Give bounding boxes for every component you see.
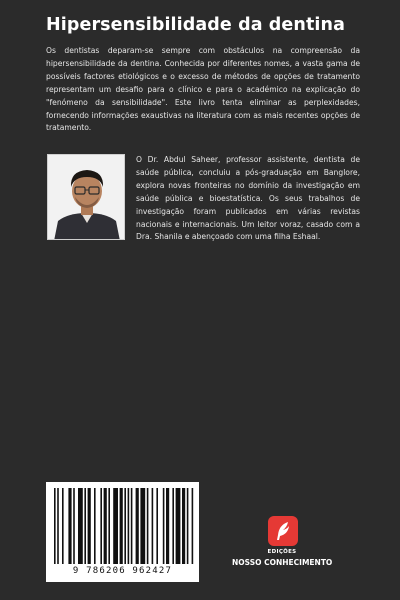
barcode-bar: [131, 488, 133, 564]
isbn-number: 9 786206 962427: [72, 566, 173, 576]
barcode-bar: [166, 488, 169, 564]
barcode-bar: [182, 488, 185, 564]
isbn-barcode: [46, 482, 199, 582]
barcode-bar: [163, 488, 165, 564]
author-biography: O Dr. Abdul Saheer, professor assistente, dentista de saúde pública, concluiu a pós-graduação em Banglore, explora novas fronteiras no domínio da investigação em saúde pública e bioestatística. Os seus trabalhos de investigação foram publicados em várias revistas nacionais e internacionais. Um leitor voraz, casado com a Dra. Shanila e abençoado com uma filha Eshaal.: [136, 155, 360, 242]
barcode-bar: [84, 488, 86, 564]
barcode-bars: [46, 482, 199, 566]
barcode-bar: [113, 488, 118, 564]
author-photo: [47, 154, 125, 240]
barcode-bar: [124, 488, 126, 564]
barcode-bar: [100, 488, 102, 564]
barcode-bar: [73, 488, 75, 564]
book-title: Hipersensibilidade da dentina: [46, 15, 345, 35]
barcode-bar: [172, 488, 174, 564]
barcode-bar: [88, 488, 91, 564]
publisher-label-editions: EDIÇÕES: [267, 549, 297, 555]
barcode-bar: [152, 488, 154, 564]
barcode-bar: [104, 488, 107, 564]
barcode-bar: [54, 488, 56, 564]
barcode-bar: [120, 488, 123, 564]
barcode-bar: [57, 488, 59, 564]
barcode-bar: [78, 488, 83, 564]
barcode-bar: [176, 488, 181, 564]
barcode-bar: [128, 488, 130, 564]
barcode-bar: [136, 488, 139, 564]
author-portrait-image: [48, 155, 125, 240]
publisher-name: NOSSO CONHECIMENTO: [232, 558, 333, 567]
barcode-bar: [94, 488, 96, 564]
barcode-bar: [62, 488, 64, 564]
barcode-bar: [187, 488, 189, 564]
barcode-bar: [140, 488, 145, 564]
barcode-bar: [192, 488, 194, 564]
quill-logo-icon: [268, 516, 298, 546]
barcode-bar: [68, 488, 71, 564]
barcode-bar: [147, 488, 149, 564]
barcode-bar: [156, 488, 158, 564]
barcode-bar: [108, 488, 110, 564]
book-synopsis: Os dentistas deparam-se sempre com obstáculos na compreensão da hipersensibilidade da dentina. Conhecida por diferentes nomes, a vasta gama de possíveis factores etiológicos e o excesso de métodos de opções de tratamento representam um desafio para o clínico e para o académico na explicação do "fenómeno da sensibilidade". Este livro tenta eliminar as perplexidades, fornecendo informações exaustivas na literatura com as mais recentes opções de tratamento.: [46, 46, 360, 133]
